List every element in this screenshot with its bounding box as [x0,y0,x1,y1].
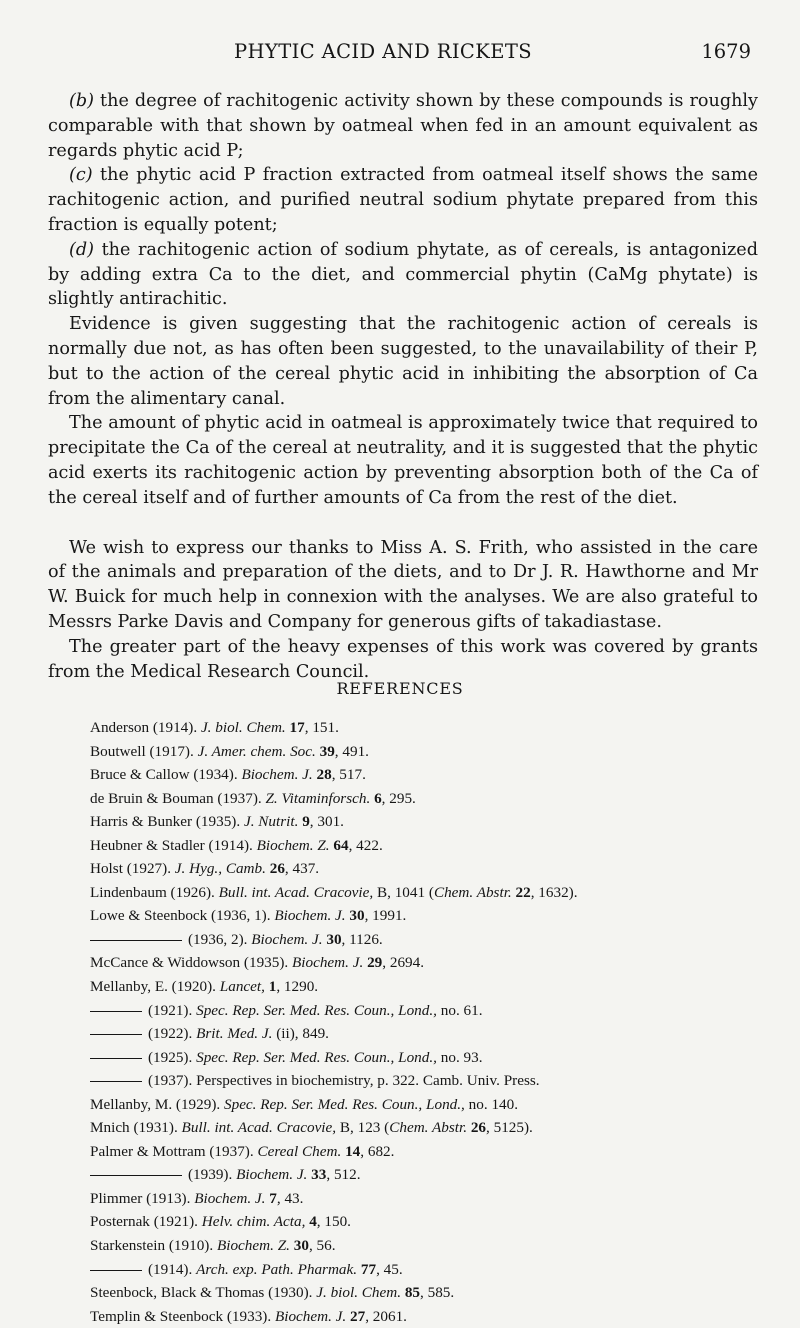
reference-entry [90,1258,790,1282]
reference-volume: 33 [311,1166,327,1184]
reference-authors: Lowe & Steenbock (1936, 1). [90,907,275,925]
reference-volume: 30 [349,907,365,925]
reference-volume: 77 [360,1260,377,1278]
reference-authors: Heubner & Stadler (1914). [90,836,257,854]
oatmeal-paragraph: The amount of phytic acid in oatmeal is approximately twice that required to precipitate the Ca of the cereal at neutrality, and it is suggested that the phytic acid exerts its rachitogenic action by preventing absorption both of the Ca of the cereal itself and of further amounts of Ca from the rest of the diet. [48,413,758,508]
reference-authors: (1936, 2). [188,930,252,948]
reference-authors: Plimmer (1913). [90,1189,195,1207]
reference-entry [90,999,790,1023]
reference-entry [90,1140,790,1164]
conclusion-b [48,89,758,163]
running-title: PHYTIC ACID AND RICKETS [234,40,533,63]
reference-pages: , 56. [308,1237,336,1255]
reference-journal: Brit. Med. J. [196,1025,273,1043]
reference-authors: de Bruin & Bouman (1937). [90,789,266,807]
reference-journal: J. Nutrit. [243,813,299,831]
reference-journal: Arch. exp. Path. Pharmak. [196,1260,358,1278]
reference-authors: Steenbock, Black & Thomas (1930). [90,1284,317,1302]
reference-pages: , 2061. [365,1307,407,1325]
reference-entry [90,881,790,905]
reference-authors: (1922). [148,1025,197,1043]
reference-journal: Biochem. J. [194,1189,266,1207]
reference-journal: Bull. int. Acad. Cracovie, [218,883,374,901]
reference-entry [90,904,790,928]
reference-journal: Lancet, [219,978,265,996]
reference-pages: , 585. [420,1284,455,1302]
reference-volume: 6 [374,789,382,807]
reference-authors: (1925). [148,1048,197,1066]
reference-volume: 4 [309,1213,317,1231]
reference-journal: Helv. chim. Acta, [201,1213,306,1231]
reference-pages: , 43. [276,1189,304,1207]
reference-pages: , 150. [316,1213,351,1231]
reference-volume: 9 [302,813,310,831]
reference-journal: Biochem. Z. [256,836,330,854]
reference-journal: Biochem. J. [241,766,313,784]
reference-entry [90,1163,790,1187]
reference-entry [90,716,790,740]
reference-volume: 17 [289,719,305,736]
reference-entry [90,1210,790,1234]
reference-journal: Biochem. Z. [216,1237,290,1255]
reference-authors: Boutwell (1917). [90,742,198,760]
reference-pages: , 682. [360,1142,395,1160]
reference-pages: , 1126. [341,930,383,948]
reference-pages: , 301. [309,813,344,831]
reference-pages: , 517. [331,766,366,784]
reference-entry [90,951,790,975]
reference-entry [90,1281,790,1305]
body-text [48,89,758,684]
reference-volume: 39 [319,742,335,760]
reference-entry [90,787,790,811]
reference-volume: 7 [269,1189,277,1207]
reference-journal: Biochem. J. [251,930,323,948]
reference-pages: B, 1041 ( [373,883,434,901]
reference-authors: Templin & Steenbock (1933). [90,1307,275,1325]
reference-authors: Lindenbaum (1926). [90,883,219,901]
reference-pages: , 1991. [364,907,407,925]
reference-entry [90,1305,790,1328]
item-marker: (b) [69,91,94,111]
reference-pages: (ii), 849. [272,1025,329,1043]
reference-authors: (1921). [148,1001,197,1019]
reference-journal: Z. Vitaminforsch. [265,789,371,807]
reference-entry [90,1069,790,1093]
reference-volume: 1 [268,978,277,996]
reference-entry [90,1116,790,1140]
reference-pages: , 5125). [486,1119,533,1137]
reference-authors: Holst (1927). [90,860,175,878]
reference-volume: 26 [269,860,285,878]
reference-pages: B, 123 ( [336,1119,390,1137]
evidence-paragraph: Evidence is given suggesting that the rachitogenic action of cereals is normally due not, as has often been suggested, to the unavailability of their P, but to the action of the cereal phytic acid in inhibiting the absorption of Ca from the alimentary canal. [48,314,758,409]
reference-entry [90,928,790,952]
reference-pages: no. 93. [436,1048,483,1066]
reference-entry [90,763,790,787]
reference-journal: Bull. int. Acad. Cracovie, [181,1119,337,1137]
reference-authors: (1914). [148,1260,197,1278]
references-heading: REFERENCES [336,679,464,698]
ditto-rule [90,1175,182,1176]
reference-journal: Chem. Abstr. [433,883,512,901]
reference-pages: , 295. [381,789,416,807]
reference-volume: 64 [333,836,349,854]
conclusion-c [48,163,758,237]
reference-journal: Biochem. J. [274,907,346,925]
reference-journal: Spec. Rep. Ser. Med. Res. Coun., Lond., [224,1095,465,1113]
reference-list [90,716,790,1328]
reference-journal: J. Hyg., Camb. [174,860,266,878]
reference-pages: no. 140. [464,1095,519,1113]
reference-volume: 85 [404,1284,421,1302]
reference-entry [90,740,790,764]
reference-volume: 29 [367,954,383,972]
ditto-rule [90,1034,142,1035]
reference-entry [90,857,790,881]
reference-authors: Mnich (1931). [90,1119,182,1137]
funding-paragraph: The greater part of the heavy expenses of this work was covered by grants from the Medical Research Council. [48,636,758,682]
reference-journal: Biochem. J. [274,1307,347,1325]
reference-journal: Biochem. J. [292,954,364,972]
reference-authors: Mellanby, M. (1929). [90,1095,224,1113]
reference-volume: 22 [515,883,531,901]
reference-pages: , 422. [348,836,383,854]
page-number: 1679 [701,40,751,63]
item-text: the rachitogenic action of sodium phytate, as of cereals, is antagonized by adding extra Ca to the diet, and commercial phytin (CaMg phytate) is slightly antirachitic. [48,239,758,310]
reference-pages: , 2694. [382,954,425,972]
reference-authors: Palmer & Mottram (1937). [90,1142,258,1160]
item-marker: (c) [69,165,93,186]
reference-entry [90,1022,790,1046]
reference-authors: Starkenstein (1910). [90,1237,217,1255]
reference-volume: 26 [470,1119,486,1137]
reference-journal: Spec. Rep. Ser. Med. Res. Coun., Lond., [196,1001,437,1019]
reference-authors: Bruce & Callow (1934). [90,766,242,784]
reference-volume: 27 [350,1307,366,1325]
reference-authors: Harris & Bunker (1935). [90,813,244,831]
reference-pages: , 512. [326,1166,361,1184]
reference-journal: Cereal Chem. [257,1142,342,1160]
reference-journal: Spec. Rep. Ser. Med. Res. Coun., Lond., [196,1048,437,1066]
reference-volume: 30 [326,930,342,948]
item-marker: (d) [69,239,94,260]
item-text: the degree of rachitogenic activity shown by these compounds is roughly comparable with that shown by oatmeal when fed in an amount equivalent as regards phytic acid P; [48,91,758,161]
reference-entry [90,1234,790,1258]
reference-entry [90,1187,790,1211]
reference-pages: , 45. [376,1260,403,1278]
reference-pages: , 1632). [530,883,578,901]
reference-entry [90,975,790,999]
reference-volume: 30 [293,1237,309,1255]
reference-journal: Chem. Abstr. [389,1119,468,1137]
ditto-rule [90,940,182,941]
reference-authors: Anderson (1914). [90,719,201,736]
conclusion-d [48,238,758,312]
reference-authors: Mellanby, E. (1920). [90,978,220,996]
ditto-rule [90,1058,142,1059]
ditto-rule [90,1011,142,1012]
reference-authors: Posternak (1921). [90,1213,202,1231]
reference-authors: McCance & Widdowson (1935). [90,954,292,972]
running-head [0,40,800,66]
reference-entry [90,834,790,858]
reference-entry [90,1046,790,1070]
reference-pages: , 437. [284,860,320,878]
reference-authors: (1939). [188,1166,237,1184]
reference-pages: , 151. [304,719,339,736]
reference-entry [90,810,790,834]
reference-pages: , 491. [334,742,369,760]
acknowledgements-paragraph: We wish to express our thanks to Miss A. S. Frith, who assisted in the care of the animals and preparation of the diets, and to Dr J. R. Hawthorne and Mr W. Buick for much help in connexion with the analyses. We are also grateful to Messrs Parke Davis and Company for generous gifts of takadiastase. [48,537,758,632]
reference-journal: J. biol. Chem. [200,719,286,736]
reference-journal: J. biol. Chem. [316,1284,402,1302]
item-text: the phytic acid P fraction extracted from oatmeal itself shows the same rachitogenic action, and purified neutral sodium phytate prepared from this fraction is equally potent; [48,165,758,235]
reference-pages: no. 61. [436,1001,483,1019]
reference-entry [90,1093,790,1117]
reference-authors: (1937). Perspectives in biochemistry, p. 322. Camb. Univ. Press. [148,1072,540,1090]
ditto-rule [90,1270,142,1271]
reference-journal: J. Amer. chem. Soc. [197,742,316,760]
reference-journal: Biochem. J. [236,1166,308,1184]
reference-volume: 28 [316,766,332,784]
reference-volume: 14 [345,1142,361,1160]
reference-pages: , 1290. [276,978,319,996]
ditto-rule [90,1081,142,1082]
